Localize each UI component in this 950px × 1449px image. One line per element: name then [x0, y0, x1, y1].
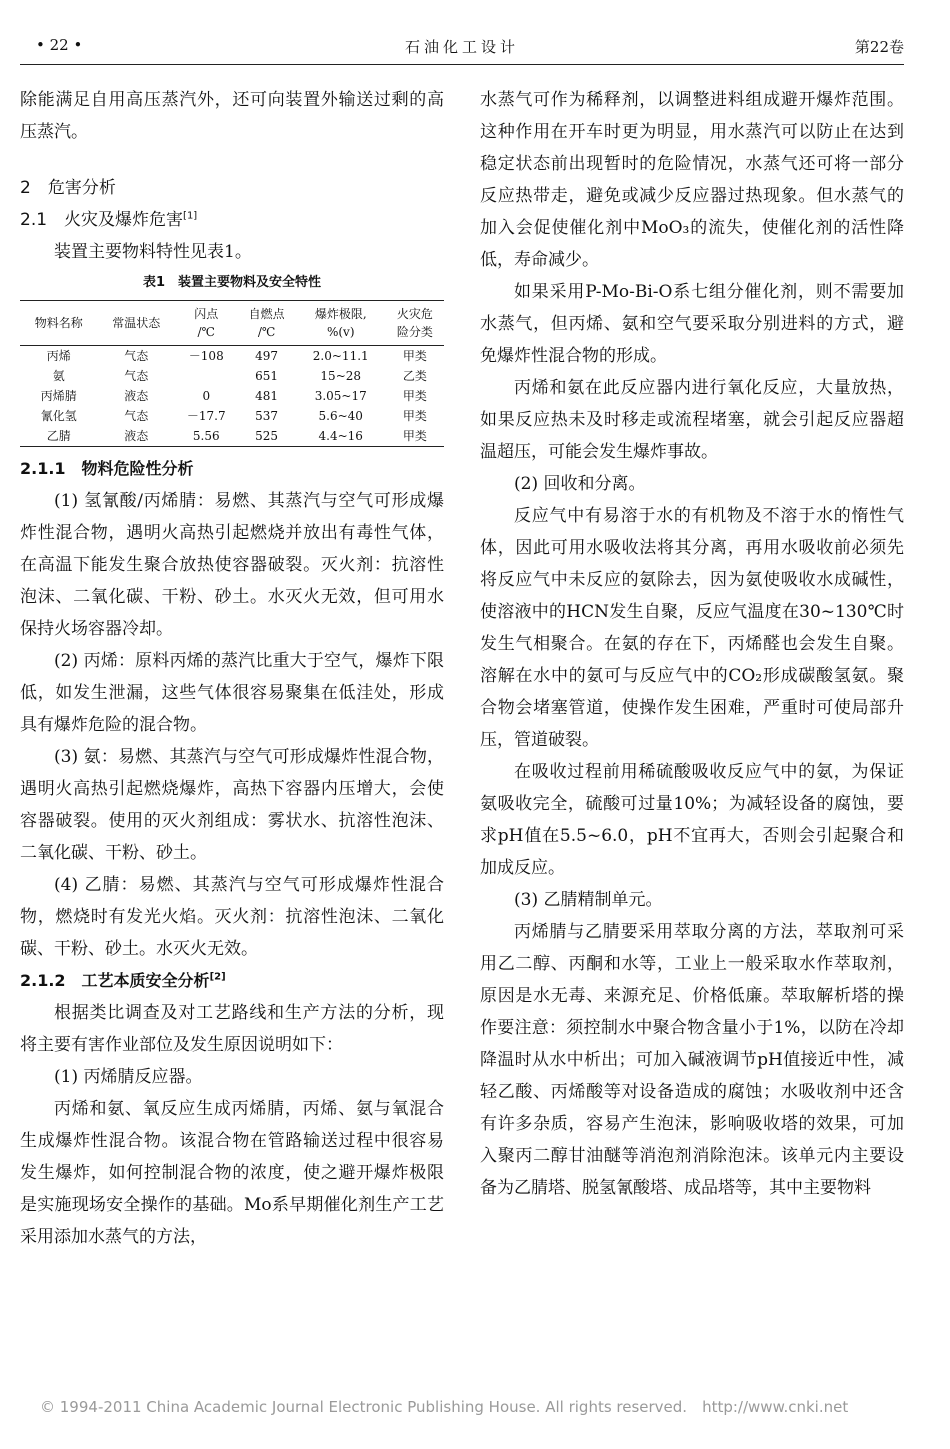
table-cell: 甲类 — [386, 426, 444, 447]
paragraph: (1) 丙烯腈反应器。 — [54, 1067, 203, 1087]
table-cell: 537 — [255, 409, 279, 423]
copyright-footer: © 1994-2011 China Academic Journal Electronic Publishing House. All rights reserved. http://www.cnki.net — [40, 1398, 849, 1416]
journal-title: 石油化工设计 — [404, 38, 519, 56]
table-cell — [175, 366, 238, 386]
table-cell: 氰化氢 — [40, 409, 77, 423]
table-cell: 液态 — [98, 426, 176, 447]
table-cell: 氨 — [52, 369, 65, 383]
table-cell: 乙类 — [402, 369, 427, 383]
table-header-cell: 物料名称 — [20, 301, 98, 346]
table-cell: 甲类 — [402, 389, 427, 403]
table-header-cell: 爆炸极限, %(v) — [296, 301, 386, 346]
paragraph: (2) 丙烯：原料丙烯的蒸汽比重大于空气，爆炸下限低，如发生泄漏，这些气体很容易聚集在低洼处，形成具有爆炸危险的混合物。 — [20, 651, 444, 735]
table-cell: 丙烯 — [46, 349, 71, 363]
table-cell: 甲类 — [402, 409, 427, 423]
section-heading: 2 危害分析 — [20, 178, 116, 198]
table-header-cell: 常温状态 — [98, 301, 176, 346]
table-row — [20, 406, 444, 426]
table-cell: 497 — [255, 349, 279, 363]
paragraph: 根据类比调查及对工艺路线和生产方法的分析，现将主要有害作业部位及发生原因说明如下： — [20, 1003, 444, 1055]
table-row — [20, 346, 444, 367]
table-cell: 651 — [255, 369, 279, 383]
paragraph: (3) 乙腈精制单元。 — [514, 890, 663, 910]
paragraph: (3) 氨：易燃、其蒸汽与空气可形成爆炸性混合物，遇明火高热引起燃烧爆炸，高热下容器内压增大，会使容器破裂。使用的灭火剂组成：雾状水、抗溶性泡沫、二氧化碳、干粉、砂土。 — [20, 747, 444, 863]
subsection-heading — [20, 204, 444, 236]
table-cell: 液态 — [124, 389, 149, 403]
page-number: • 22 • — [36, 36, 83, 54]
table-caption: 表1 装置主要物料及安全特性 — [142, 275, 322, 290]
table-cell: 乙腈 — [20, 426, 98, 447]
table-cell: 气态 — [124, 349, 149, 363]
paragraph: 丙烯腈与乙腈要采用萃取分离的方法，萃取剂可采用乙二醇、丙酮和水等，工业上一般采取水作萃取剂，原因是水无毒、来源充足、价格低廉。萃取解析塔的操作要注意：须控制水中聚合物含量小于1%，以防在冷却降温时从水中析出；可加入碱液调节pH值接近中性，减轻乙酸、丙烯酸等对设备造成的腐蚀；水吸收剂中还含有许多杂质，容易产生泡沫，影响吸收塔的效果，可加入聚丙二醇甘油醚等消泡剂消除泡沫。该单元内主要设备为乙腈塔、脱氢氰酸塔、成品塔等，其中主要物料 — [480, 922, 904, 1198]
running-header — [20, 30, 904, 65]
table-header-row — [20, 301, 444, 346]
table-cell: 5.56 — [175, 426, 238, 447]
materials-table — [20, 300, 444, 447]
table-header-cell: 闪点 /℃ — [175, 301, 238, 346]
table-row — [20, 366, 444, 386]
table-cell: －17.7 — [186, 409, 226, 423]
paragraph: 水蒸气可作为稀释剂，以调整进料组成避开爆炸范围。这种作用在开车时更为明显，用水蒸汽可以防止在达到稳定状态前出现暂时的危险情况，水蒸气还可将一部分反应热带走，避免或减少反应器过热现象。但水蒸气的加入会促使催化剂中MoO₃的流失，使催化剂的活性降低，寿命减少。 — [480, 90, 904, 270]
table-cell: 丙烯腈 — [40, 389, 77, 403]
table-cell: 5.6~40 — [318, 409, 363, 423]
citation: [2] — [209, 971, 226, 983]
paragraph: 如果采用P-Mo-Bi-O系七组分催化剂，则不需要加水蒸气，但丙烯、氨和空气要采取分别进料的方式，避免爆炸性混合物的形成。 — [480, 282, 904, 366]
table-cell: 0 — [202, 389, 211, 403]
table-cell: 481 — [255, 389, 279, 403]
table-header-cell: 火灾危 险分类 — [386, 301, 444, 346]
table-cell: －108 — [188, 349, 224, 363]
paragraph: (4) 乙腈：易燃、其蒸汽与空气可形成爆炸性混合物，燃烧时有发光火焰。灭火剂：抗溶性泡沫、二氧化碳、干粉、砂土。水灭火无效。 — [20, 875, 444, 959]
table-cell: 525 — [238, 426, 296, 447]
volume-label: 第22卷 — [854, 38, 904, 56]
paragraph: 反应气中有易溶于水的有机物及不溶于水的惰性气体，因此可用水吸收法将其分离，再用水吸收前必须先将反应气中未反应的氨除去，因为氨使吸收水成碱性，使溶液中的HCN发生自聚，反应气温度在30~130℃时发生气相聚合。在氨的存在下，丙烯醛也会发生自聚。溶解在水中的氨可与反应气中的CO₂形成碳酸氢氨。聚合物会堵塞管道，使操作发生困难，严重时可使局部升压，管道破裂。 — [480, 506, 904, 750]
table-cell: 气态 — [124, 409, 149, 423]
table-cell: 15~28 — [320, 369, 362, 383]
subsubsection-heading — [20, 965, 444, 997]
subsubsection-title: 2.1.2 工艺本质安全分析 — [20, 971, 210, 990]
table-cell: 气态 — [124, 369, 149, 383]
table-cell: 甲类 — [402, 349, 427, 363]
paragraph: 丙烯和氨、氧反应生成丙烯腈，丙烯、氨与氧混合生成爆炸性混合物。该混合物在管路输送过程中很容易发生爆炸，如何控制混合物的浓度，使之避开爆炸极限是实施现场安全操作的基础。Mo系早期催化剂生产工艺采用添加水蒸气的方法， — [20, 1099, 444, 1247]
right-column — [480, 84, 904, 1204]
paragraph: 在吸收过程前用稀硫酸吸收反应气中的氨，为保证氨吸收完全，硫酸可过量10%；为减轻设备的腐蚀，要求pH值在5.5~6.0，pH不宜再大，否则会引起聚合和加成反应。 — [480, 762, 904, 878]
table-header-cell: 自燃点 /℃ — [238, 301, 296, 346]
paragraph: 丙烯和氨在此反应器内进行氧化反应，大量放热，如果反应热未及时移走或流程堵塞，就会引起反应器超温超压，可能会发生爆炸事故。 — [480, 378, 904, 462]
left-column — [20, 84, 444, 1253]
paragraph: 除能满足自用高压蒸汽外，还可向装置外输送过剩的高压蒸汽。 — [20, 90, 444, 142]
table-cell: 3.05~17 — [314, 389, 367, 403]
subsection-title: 2.1 火灾及爆炸危害 — [20, 210, 184, 230]
paragraph: (1) 氢氰酸/丙烯腈：易燃、其蒸汽与空气可形成爆炸性混合物，遇明火高热引起燃烧并放出有毒性气体，在高温下能发生聚合放热使容器破裂。灭火剂：抗溶性泡沫、二氧化碳、干粉、砂土。水灭火无效，但可用水保持火场容器冷却。 — [20, 491, 444, 639]
citation: [1] — [183, 210, 198, 222]
table-cell: 2.0~11.1 — [312, 349, 369, 363]
subsubsection-heading: 2.1.1 物料危险性分析 — [20, 459, 194, 478]
paragraph: (2) 回收和分离。 — [514, 474, 646, 494]
table-cell: 4.4~16 — [296, 426, 386, 447]
table-row — [20, 426, 444, 447]
table-row — [20, 386, 444, 406]
paragraph: 装置主要物料特性见表1。 — [54, 242, 252, 262]
